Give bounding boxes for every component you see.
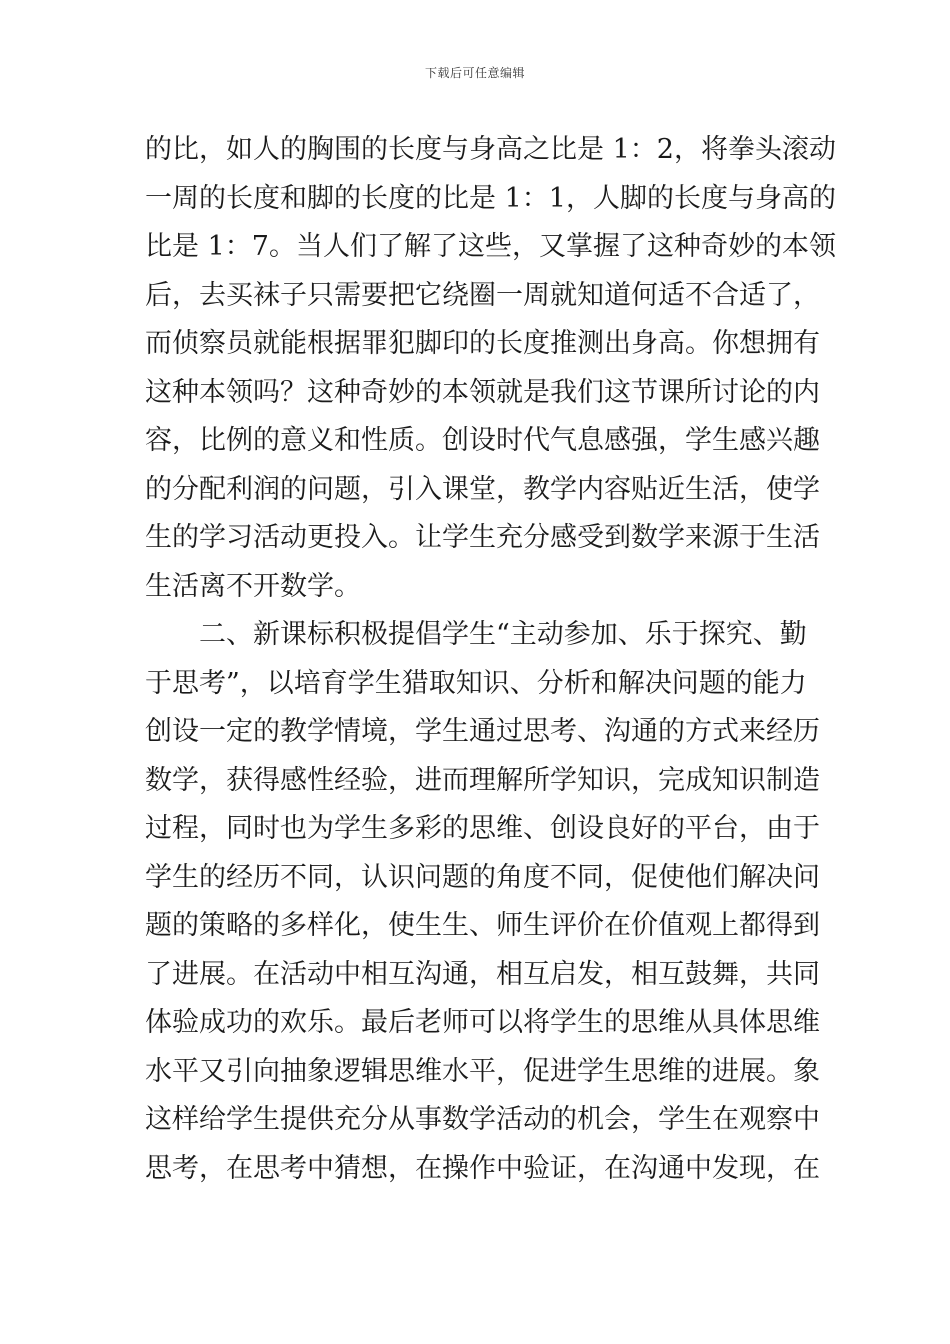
paragraph-2 — [145, 611, 820, 1193]
text-line: 一周的长度和脚的长度的比是 1：1，人脚的长度与身高的 — [145, 182, 836, 214]
text-line: 生活离不开数学。 — [145, 570, 361, 602]
text-line: 后，去买袜子只需要把它绕圈一周就知道何适不合适了， — [145, 279, 820, 311]
paragraph-1 — [145, 126, 836, 611]
text-line: 容，比例的意义和性质。创设时代气息感强，学生感兴趣 — [145, 425, 820, 456]
text-line: 思考，在思考中猜想，在操作中验证，在沟通中发现，在 — [145, 1152, 820, 1184]
text-line: 的分配利润的问题，引入课堂，教学内容贴近生活，使学 — [145, 473, 820, 505]
text-line: 这种本领吗？这种奇妙的本领就是我们这节课所讨论的内 — [145, 376, 820, 408]
text-line: 这样给学生提供充分从事数学活动的机会，学生在观察中 — [145, 1104, 820, 1135]
text-line: 数学，获得感性经验，进而理解所学知识，完成知识制造 — [145, 764, 820, 796]
download-note: 下载后可任意编辑 — [424, 66, 525, 80]
text-line: 于思考”，以培育学生猎取知识、分析和解决问题的能力 — [145, 667, 807, 699]
text-line: 的比，如人的胸围的长度与身高之比是 1：2，将拳头滚动 — [145, 134, 836, 165]
text-line: 水平又引向抽象逻辑思维水平，促进学生思维的进展。象 — [145, 1055, 820, 1087]
document-body — [145, 126, 836, 1193]
text-line: 过程，同时也为学生多彩的思维、创设良好的平台，由于 — [145, 813, 820, 844]
text-line: 生的学习活动更投入。让学生充分感受到数学来源于生活 — [145, 522, 820, 553]
text-line: 而侦察员就能根据罪犯脚印的长度推测出身高。你想拥有 — [145, 328, 820, 359]
text-line: 题的策略的多样化，使生生、师生评价在价值观上都得到 — [145, 910, 820, 941]
text-line: 二、新课标积极提倡学生“主动参加、乐于探究、勤 — [199, 619, 807, 650]
text-line: 了进展。在活动中相互沟通，相互启发，相互鼓舞，共同 — [145, 958, 820, 990]
text-line: 比是 1：7。当人们了解了这些，又掌握了这种奇妙的本领 — [145, 231, 836, 262]
text-line: 创设一定的教学情境，学生通过思考、沟通的方式来经历 — [145, 716, 820, 747]
text-line: 体验成功的欢乐。最后老师可以将学生的思维从具体思维 — [145, 1007, 820, 1038]
text-line: 学生的经历不同，认识问题的角度不同，促使他们解决问 — [145, 861, 820, 893]
